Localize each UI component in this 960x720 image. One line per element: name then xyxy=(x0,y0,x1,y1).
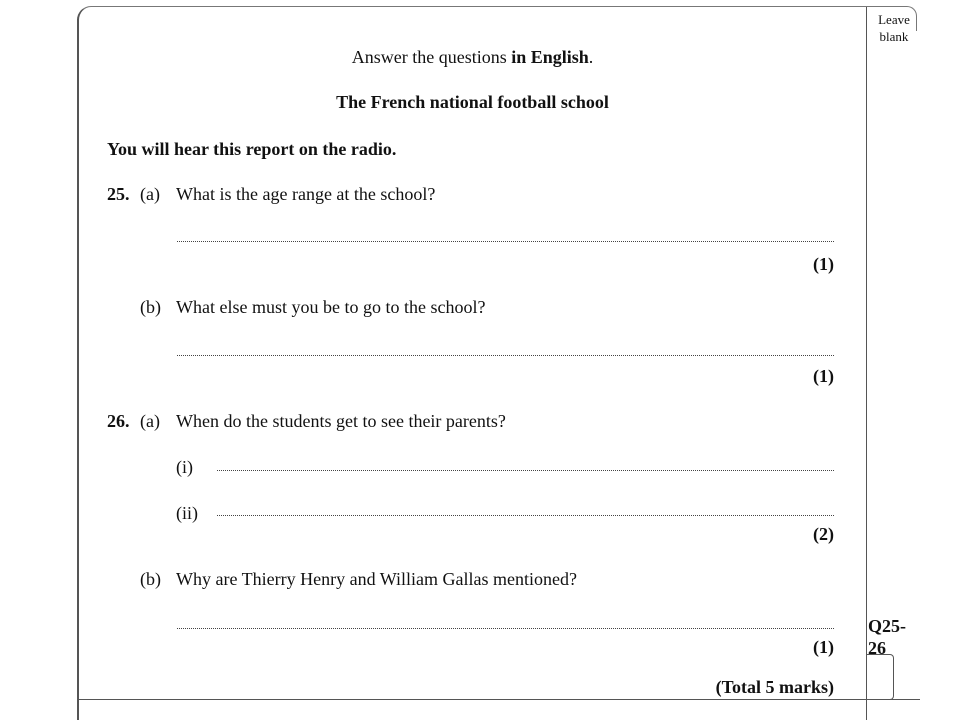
q26b-question: Why are Thierry Henry and William Gallas mentioned? xyxy=(176,569,577,589)
q25b-question: What else must you be to go to the school? xyxy=(176,297,486,317)
q26a-marks: (2) xyxy=(813,524,834,544)
q26b-marks: (1) xyxy=(813,637,834,657)
question-ref-label: Q25-26 xyxy=(868,616,906,658)
q26a-i-label: (i) xyxy=(176,457,193,477)
total-marks: (Total 5 marks) xyxy=(715,677,834,697)
question-ref xyxy=(868,615,910,659)
q26a-i-answer-line[interactable] xyxy=(217,470,834,471)
page-border-left xyxy=(77,19,79,720)
instruction-prefix: Answer the questions xyxy=(351,47,512,67)
q25-number: 25. xyxy=(107,184,130,204)
q26b-label: (b) xyxy=(140,569,161,589)
marks-box xyxy=(866,654,894,700)
page-border-corner xyxy=(77,6,109,37)
q25a-answer-line[interactable] xyxy=(177,241,834,242)
q25b-label: (b) xyxy=(140,297,161,317)
q26a-ii-answer-line[interactable] xyxy=(217,515,834,516)
instruction xyxy=(79,46,866,68)
q25b-marks: (1) xyxy=(813,366,834,386)
instruction-emphasis: in English xyxy=(511,47,589,67)
q26a-question: When do the students get to see their parents? xyxy=(176,411,506,431)
q25b-answer-line[interactable] xyxy=(177,355,834,356)
page-border-bottom xyxy=(77,699,920,700)
q26a-ii-label: (ii) xyxy=(176,503,198,523)
instruction-suffix: . xyxy=(588,47,594,67)
page-border-top xyxy=(92,6,866,7)
q26-number: 26. xyxy=(107,411,130,431)
margin-divider xyxy=(866,6,867,720)
intro-text: You will hear this report on the radio. xyxy=(107,139,397,159)
q26a-label: (a) xyxy=(140,411,160,431)
q25a-question: What is the age range at the school? xyxy=(176,184,436,204)
q25a-marks: (1) xyxy=(813,254,834,274)
leave-blank-label: Leave blank xyxy=(878,12,910,44)
q26b-answer-line[interactable] xyxy=(177,628,834,629)
q25a-label: (a) xyxy=(140,184,160,204)
section-title: The French national football school xyxy=(336,92,609,112)
